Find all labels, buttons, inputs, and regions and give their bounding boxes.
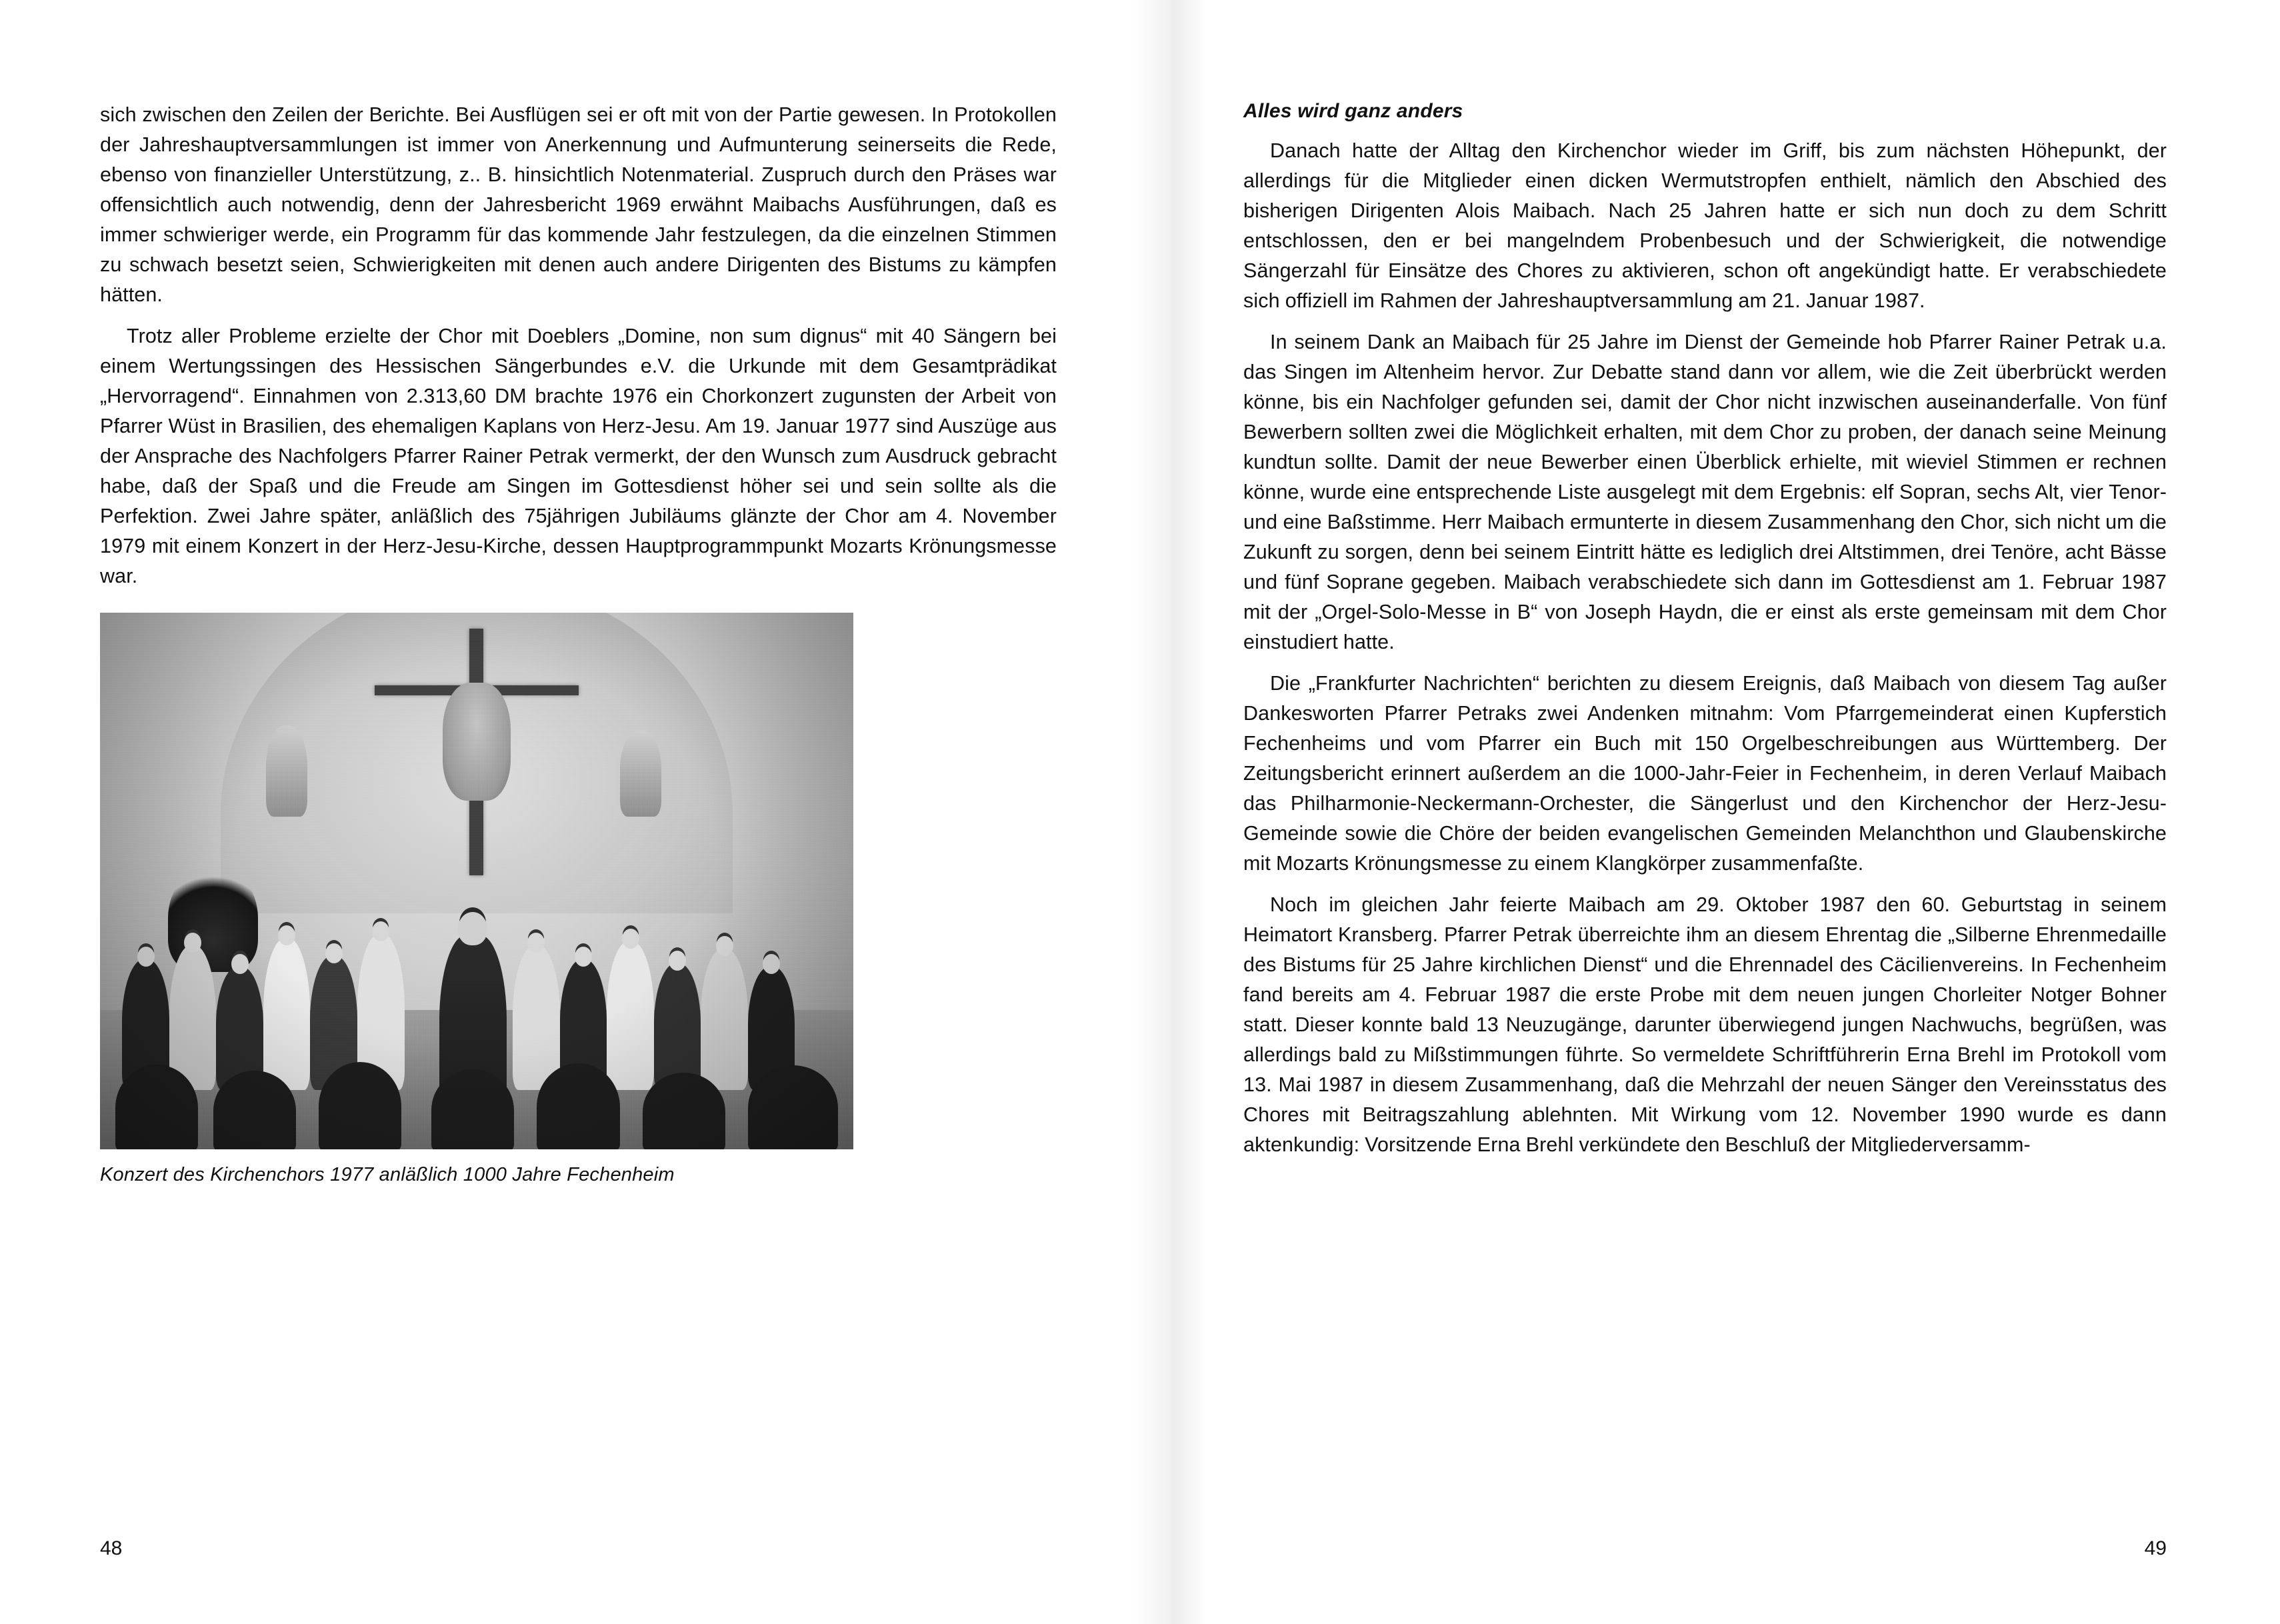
audience-member: [213, 1071, 296, 1149]
paragraph: In seinem Dank an Maibach für 25 Jahre im Dienst der Gemeinde hob Pfarrer Rainer Petrak u.a. das Singen im Altenheim hervor. Zur Debatte stand dann vor allem, wie die Zeit überbrückt werden könne, bis ein Nachfolger gefunden sei, damit der Chor nicht inzwischen auseinanderfalle. Von fünf Bewerbern sollten zwei die Möglichkeit erhalten, mit dem Chor zu proben, der danach seine Meinung kundtun sollte. Damit der neue Bewerber einen Überblick erhielte, mit wieviel Stimmen er rechnen könne, wurde eine entsprechende Liste ausgelegt mit dem Ergebnis: elf Sopran, sechs Alt, vier Tenor- und eine Baßstimme. Herr Maibach ermunterte in diesem Zusammenhang den Chor, sich nicht um die Zukunft zu sorgen, denn bei seinem Eintritt hätte es lediglich drei Altstimmen, drei Tenöre, acht Bässe und fünf Soprane gegeben. Maibach verabschiedete sich dann im Gottesdienst am 1. Februar 1987 mit der „Orgel-Solo-Messe in B“ von Joseph Haydn, die er einst als erste gemeinsam mit dem Chor einstudiert hatte.: [1243, 331, 2167, 653]
statue-right: [620, 731, 661, 817]
corpus-figure: [443, 683, 511, 801]
singer-head: [763, 954, 780, 974]
page-number-left: 48: [100, 1537, 123, 1559]
statue-left: [266, 725, 307, 817]
paragraph: Danach hatte der Alltag den Kirchenchor wieder im Griff, bis zum nächsten Höhepunkt, der allerdings für die Mitglieder einen dicken Wermutstropfen enthielt, nämlich den Abschied des bisherigen Dirigenten Alois Maibach. Nach 25 Jahren hatte er sich nun doch zu dem Schritt entschlossen, den er bei mangelndem Probenbesuch und der Schwierigkeit, die notwendige Sängerzahl für Einsätze des Chores zu aktivieren, schon oft angekündigt hatte. Er verabschiedete sich offiziell im Rahmen der Jahreshauptversammlung am 21. Januar 1987.: [1243, 139, 2167, 312]
audience-member: [319, 1062, 401, 1149]
singer-head: [184, 933, 201, 953]
concert-photograph: [100, 613, 853, 1149]
conductor-head: [458, 912, 487, 945]
section-heading: Alles wird ganz anders: [1243, 100, 1463, 122]
figure-concert-photo: [100, 613, 853, 1186]
singer-head: [231, 954, 249, 974]
singer-head: [669, 951, 686, 971]
audience-member: [537, 1063, 619, 1149]
page-number-right: 49: [2144, 1537, 2167, 1559]
singer-head: [372, 921, 389, 941]
figure-caption: Konzert des Kirchenchors 1977 anläßlich 1000 Jahre Fechenheim: [100, 1164, 675, 1185]
singer-head: [137, 947, 155, 967]
singer-head: [716, 936, 733, 956]
audience-member: [115, 1065, 198, 1149]
singer-head: [325, 943, 343, 963]
audience-member: [643, 1073, 725, 1149]
paragraph: Noch im gleichen Jahr feierte Maibach am 29. Oktober 1987 den 60. Geburtstag in seinem Heimatort Kransberg. Pfarrer Petrak überreichte ihm an diesem Ehrentag die „Silberne Ehrenmedaille des Bistums für 25 Jahre kirchlichen Dienst“ und die Ehrennadel des Cäcilienvereins. In Fechenheim fand bereits am 4. Februar 1987 die erste Probe mit dem neuen jungen Chorleiter Notger Bohner statt. Dieser konnte bald 13 Neuzugänge, darunter überwiegend jungen Nachwuchs, begrüßen, was allerdings bald zu Mißstimmungen führte. So vermeldete Schriftführerin Erna Brehl im Protokoll vom 13. Mai 1987 in diesem Zusammenhang, daß die Mehrzahl der neuen Sänger den Vereinsstatus des Chores mit Beitragszahlung ablehnten. Mit Wirkung vom 12. November 1990 wurde es dann aktenkundig: Vorsitzende Erna Brehl verkündete den Beschluß der Mitgliederversamm-: [1243, 893, 2167, 1156]
paragraph: sich zwischen den Zeilen der Berichte. Bei Ausflügen sei er oft mit von der Partie gewesen. In Protokollen der Jahreshauptversammlungen ist immer von Anerkennung und Aufmunterung seinerseits die Rede, ebenso von finanzieller Unterstützung, z.. B. hinsichtlich Notenmaterial. Zuspruch durch den Präses war offensichtlich auch notwendig, denn der Jahresbericht 1969 erwähnt Maibachs Ausführungen, daß es immer schwieriger werde, ein Programm für das kommende Jahr festzulegen, da die einzelnen Stimmen zu schwach besetzt seien, Schwierigkeiten mit denen auch andere Dirigenten des Bistums zu kämpfen hätten.: [100, 103, 1057, 306]
singer-head: [278, 925, 295, 945]
page-right: [1163, 0, 2280, 1624]
paragraph: Die „Frankfurter Nachrichten“ berichten zu diesem Ereignis, daß Maibach von diesem Tag außer Dankesworten Pfarrer Petraks zwei Andenken mitnahm: Vom Pfarrgemeinderat einen Kupferstich Fechenheims und vom Pfarrer ein Buch mit 150 Orgelbeschreibungen aus Württemberg. Der Zeitungsbericht erinnert außerdem an die 1000-Jahr-Feier in Fechenheim, in deren Verlauf Maibach das Philharmonie-Neckermann-Orchester, die Sängerlust und den Kirchenchor der Herz-Jesu-Gemeinde sowie die Chöre der beiden evangelischen Gemeinden Melanchthon und Glaubenskirche mit Mozarts Krönungsmesse zu einem Klangkörper zusammenfaßte.: [1243, 672, 2167, 875]
audience-row: [100, 1058, 853, 1149]
paragraph: Trotz aller Probleme erzielte der Chor mit Doeblers „Domine, non sum dignus“ mit 40 Sängern bei einem Wertungssingen des Hessischen Sängerbundes e.V. die Urkunde mit dem Gesamtprädikat „Hervorragend“. Einnahmen von 2.313,60 DM brachte 1976 ein Chorkonzert zugunsten der Arbeit von Pfarrer Wüst in Brasilien, des ehemaligen Kaplans von Herz-Jesu. Am 19. Januar 1977 sind Auszüge aus der Ansprache des Nachfolgers Pfarrer Rainer Petrak vermerkt, der den Wunsch zum Ausdruck gebracht habe, daß der Spaß und die Freude am Singen im Gottesdienst höher sei und sein sollte als die Perfektion. Zwei Jahre später, anläßlich des 75jährigen Jubiläums glänzte der Chor am 4. November 1979 mit einem Konzert in der Herz-Jesu-Kirche, dessen Hauptprogrammpunkt Mozarts Krönungsmesse war.: [100, 325, 1057, 587]
singer-head: [527, 933, 545, 953]
singer-head: [575, 947, 592, 967]
audience-member: [431, 1069, 514, 1149]
audience-member: [748, 1065, 839, 1149]
singer-head: [622, 929, 639, 949]
